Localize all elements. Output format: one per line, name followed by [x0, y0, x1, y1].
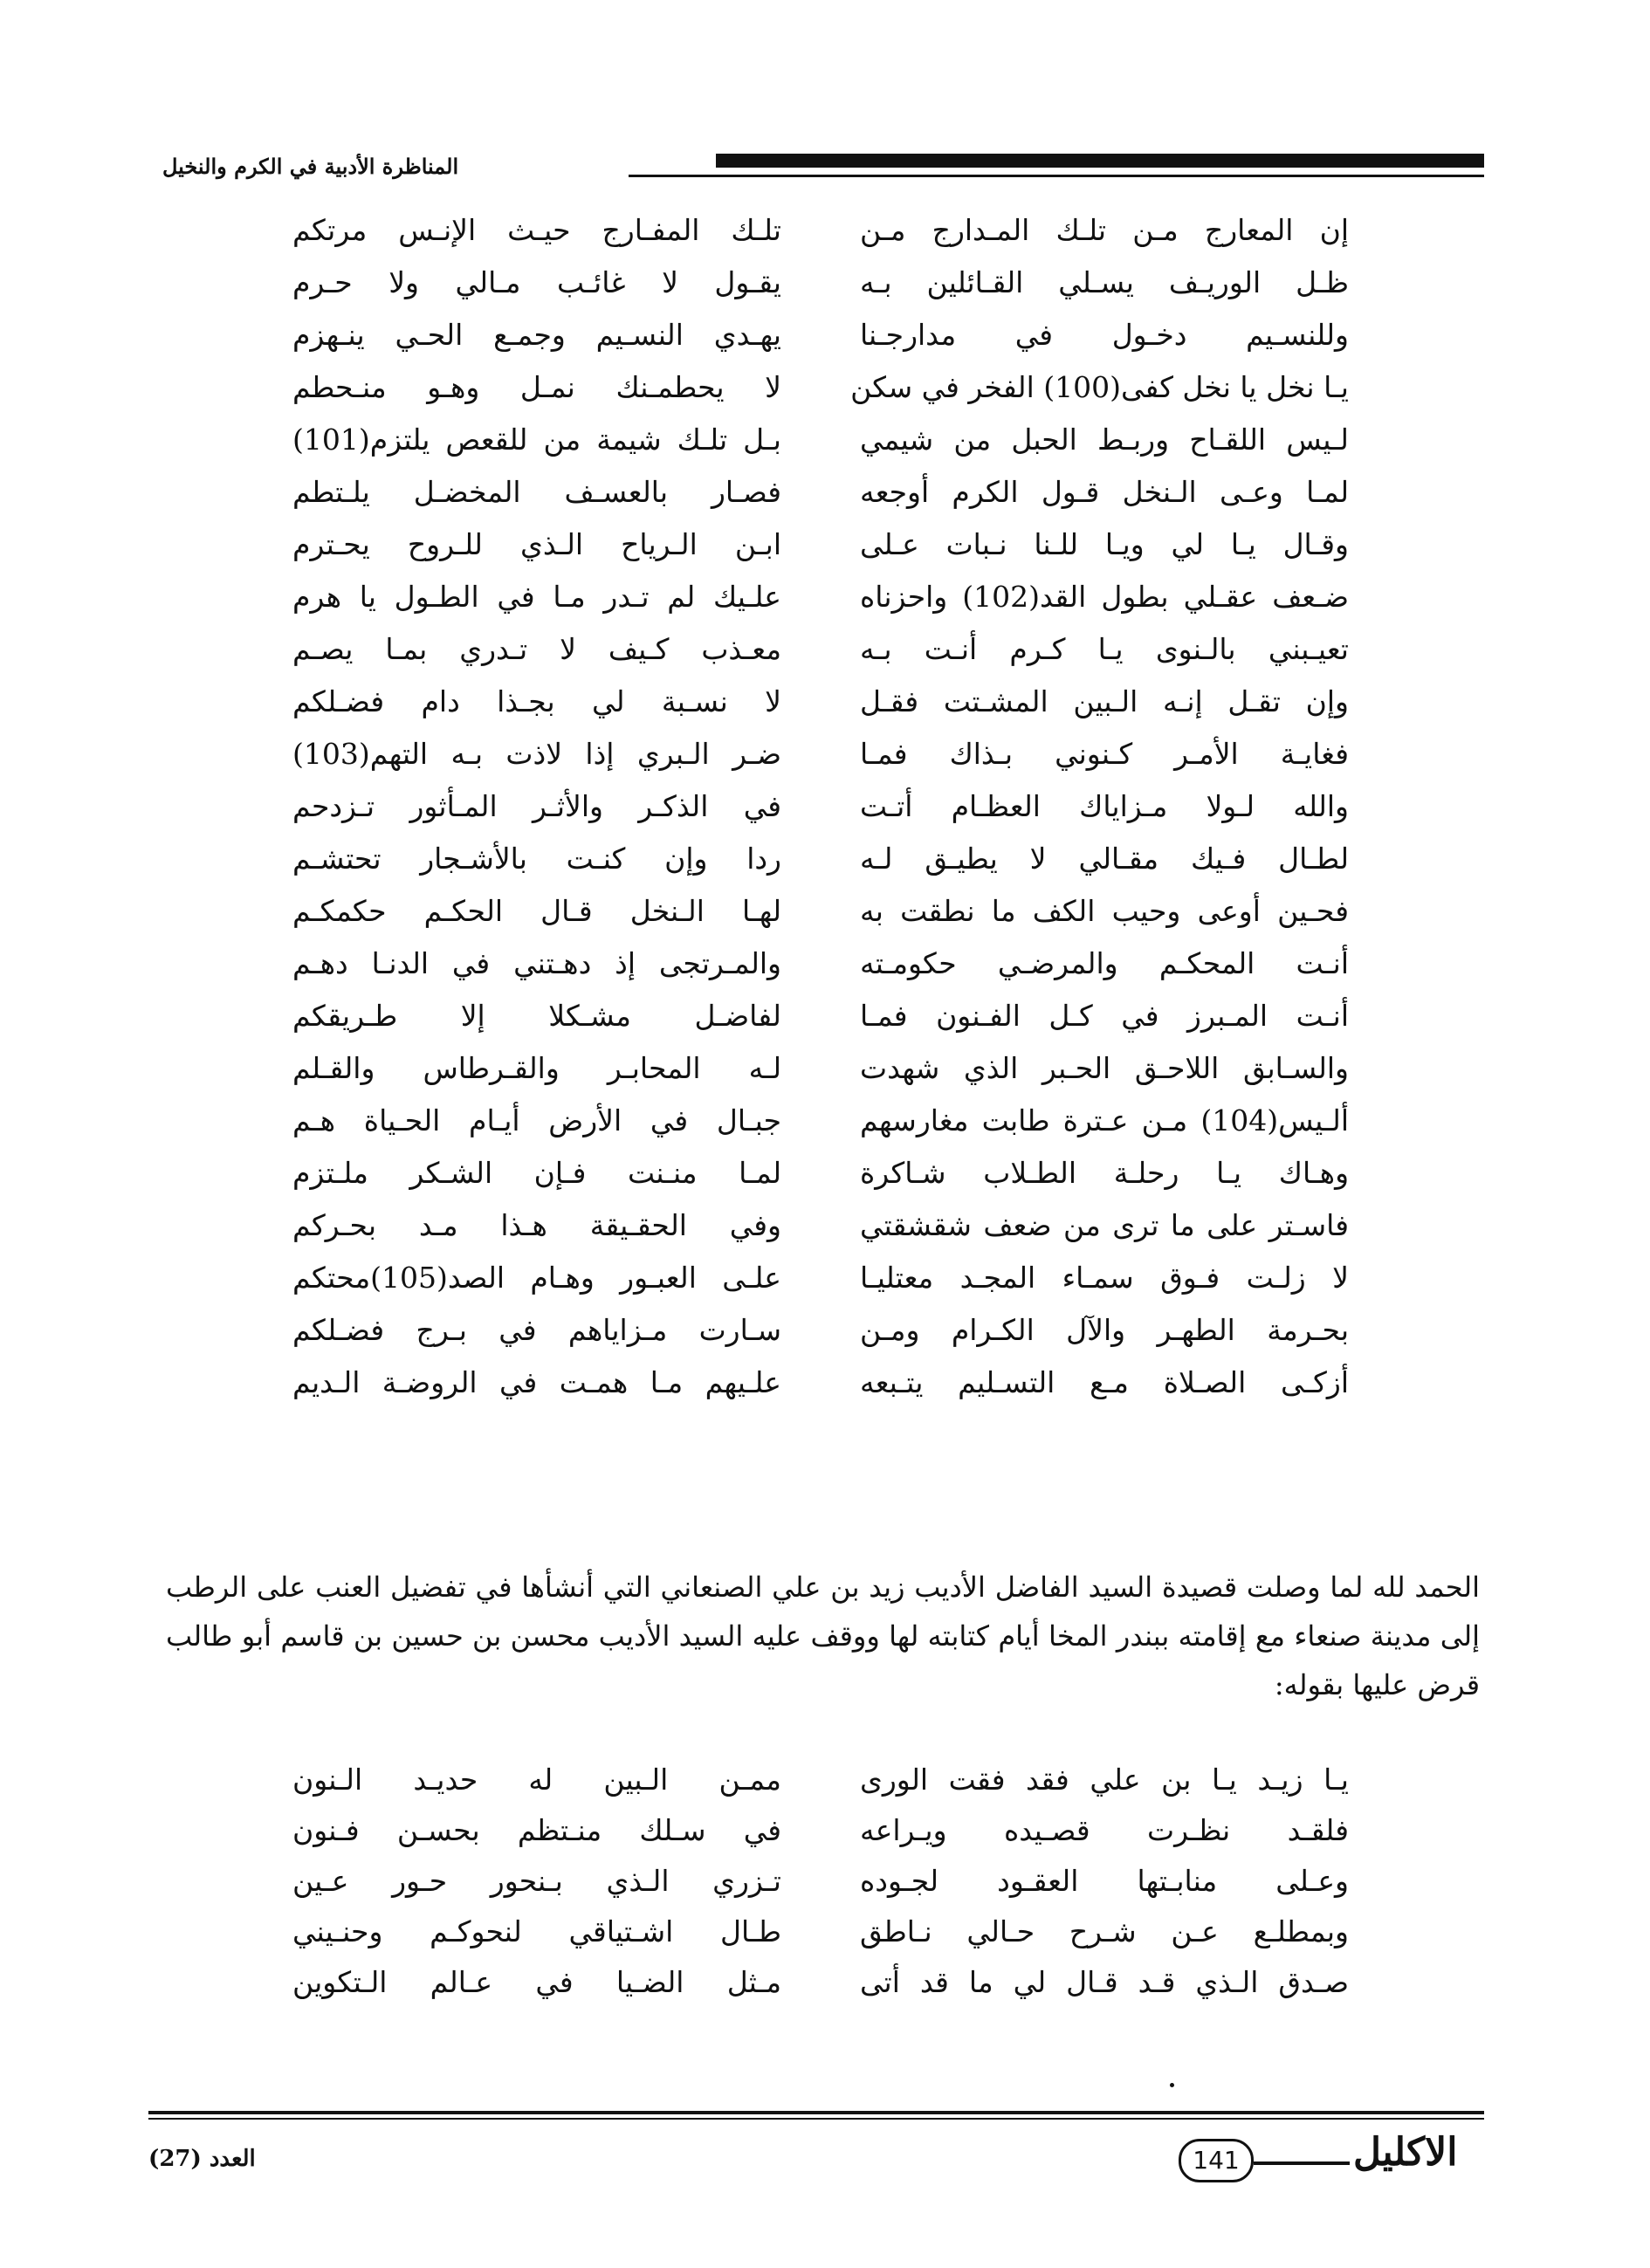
- poem-line: يـا نخل يا نخل كفى(100) الفخر في سكن: [850, 370, 1349, 404]
- poem1-left-column: [292, 204, 781, 1409]
- poem-line: معـذب كـيف لا تـدري بمـا يصـم: [292, 632, 781, 666]
- poem-line: يـا زيـد يـا بن علي فقد فقت الورى: [860, 1763, 1349, 1797]
- poem-line: طـال اشـتياقي لنحوكـم وحنـيني: [292, 1914, 781, 1948]
- poem-line: وعـلى منابـتها العقـود لجـوده: [860, 1864, 1349, 1898]
- poem-line: بحـرمة الطهـر والآل الكـرام ومـن: [860, 1313, 1349, 1347]
- poem-line: ضـعف عقـلي بطول القد(102) واحزناه: [860, 580, 1349, 614]
- poem-line: ضـر الـبري إذا لاذت بـه التهم(103): [292, 737, 781, 771]
- poem-line: أنـت المـبرز في كـل الفـنون فمـا: [860, 999, 1349, 1033]
- poem-line: لـيس اللقـاح وربـط الحبل من شيمي: [860, 423, 1349, 457]
- poem-line: تلـك المفـارج حيـث الإنـس مرتكم: [292, 213, 781, 247]
- poem-line: في سـلك منـتظم بحسـن فـنون: [292, 1813, 781, 1847]
- poem1-right-column: [850, 204, 1349, 1409]
- poem-line: وفي الحقـيقة هـذا مـد بحـركم: [292, 1208, 781, 1242]
- poem-line: لفاضـل مشـكلا إلا طـريقكم: [292, 999, 781, 1033]
- poem-line: لا زلـت فـوق سمـاء المجـد معتليـا: [860, 1261, 1349, 1295]
- poem-line: وهـاك يـا رحلـة الطـلاب شـاكرة: [860, 1156, 1349, 1190]
- poem-line: تـزري الـذي بـنحور حـور عـين: [292, 1864, 781, 1898]
- poem-line: لا نسـبة لي بجـذا دام فضـلكم: [292, 684, 781, 718]
- poem-line: والسـابق اللاحـق الحـبر الذي شهدت: [860, 1051, 1349, 1085]
- poem-line: لمـا منـنت فـإن الشـكر ملـتزم: [292, 1156, 781, 1190]
- page-number: 141: [1179, 2139, 1254, 2182]
- poem-line: لهـا الـنخل قـال الحكـم حكمكـم: [292, 894, 781, 928]
- issue-number: العدد (27): [148, 2146, 256, 2172]
- poem-line: وقـال يـا لي ويـا للـنا نـبات عـلى: [860, 527, 1349, 561]
- journal-logo: الاكليل: [1353, 2130, 1458, 2175]
- poem-line: صـدق الـذي قـد قـال لي ما قد أتى: [860, 1965, 1349, 1999]
- poem-line: سـارت مـزاياهم في بـرج فضـلكم: [292, 1313, 781, 1347]
- header-rule: [716, 154, 1484, 168]
- poem-line: إن المعارج مـن تلـك المـدارج مـن: [860, 213, 1349, 247]
- poem2-right-column: [860, 1755, 1349, 2008]
- poem-line: يهـدي النسـيم وجمـع الحـي ينـهزم: [292, 318, 781, 352]
- poem-line: وللنسـيم دخـول في مدارجـنا: [860, 318, 1349, 352]
- poem-line: أزكـى الصـلاة مـع التسـليم يتـبعه: [860, 1365, 1349, 1399]
- poem-line: والمـرتجى إذ دهـتني في الدنـا دهـم: [292, 946, 781, 980]
- poem-line: فصـار بالعسـف المخضـل يلـتطم: [292, 475, 781, 509]
- poem2-left-column: [292, 1755, 781, 2008]
- page-speck: [1170, 2083, 1174, 2087]
- prose-paragraph: الحمد لله لما وصلت قصيدة السيد الفاضل الأديب زيد بن علي الصنعاني التي أنشأها في تفضيل العنب على الرطب إلى مدينة صنعاء مع إقامته ببندر المخا أيام كتابته لها ووقف عليه السيد الأديب محسن بن حسين بن قاسم أبو طالب قرض عليها بقوله:: [166, 1570, 1481, 1701]
- poem-line: لا يحطمـنك نمـل وهـو منـحطم: [292, 370, 781, 404]
- poem-line: فغايـة الأمـر كـنوني بـذاك فمـا: [860, 737, 1349, 771]
- poem-line: لمـا وعـى الـنخل قـول الكرم أوجعه: [860, 475, 1349, 509]
- poem-line: مـثل الضـيا في عـالم الـتكوين: [292, 1965, 781, 1999]
- footer-rule: [148, 2111, 1484, 2114]
- poem-line: يقـول لا غائـب مـالي ولا حـرم: [292, 265, 781, 299]
- header-rule-thin: [629, 175, 1484, 177]
- poem-line: علـى العبـور وهـام الصد(105)محتكم: [292, 1261, 781, 1295]
- poem-line: في الذكـر والأثـر المـأثور تـزدحم: [292, 789, 781, 823]
- poem-line: والله لـولا مـزاياك العظـام أتـت: [860, 789, 1349, 823]
- poem-line: علـيك لم تـدر مـا في الطـول يا هرم: [292, 580, 781, 614]
- poem-line: ظـل الوريـف يسـلي القـائلين بـه: [860, 265, 1349, 299]
- brand-rule: [1254, 2161, 1350, 2165]
- poem-line: لـه المحابـر والقـرطاس والقـلم: [292, 1051, 781, 1085]
- poem-line: ردا وإن كنـت بالأشـجار تحتشـم: [292, 842, 781, 876]
- poem-line: ممـن الـبين له حديـد الـنون: [292, 1763, 781, 1797]
- poem-line: جبـال في الأرض أيـام الحـياة هـم: [292, 1103, 781, 1137]
- poem-line: أنـت المحكـم والمرضـي حكومـته: [860, 946, 1349, 980]
- poem-line: ألـيس(104) مـن عـترة طابت مغارسهم: [860, 1103, 1349, 1137]
- poem-line: ابـن الـرياح الـذي للـروح يحـترم: [292, 527, 781, 561]
- poem-line: وبمطلـع عـن شـرح حـالي نـاطق: [860, 1914, 1349, 1948]
- poem-line: فلقـد نظـرت قصـيده ويـراعه: [860, 1813, 1349, 1847]
- poem-line: تعيـبني بالـنوى يـا كـرم أنـت بـه: [860, 632, 1349, 666]
- footer-rule-thin: [148, 2118, 1484, 2120]
- poem-line: لطـال فـيك مقـالي لا يطيـق لـه: [860, 842, 1349, 876]
- poem-line: فاسـتر على ما ترى من ضعف شقشقتي: [860, 1208, 1349, 1242]
- running-header-title: المناظرة الأدبية في الكرم والنخيل: [162, 154, 459, 179]
- poem-line: بـل تلـك شيمة من للقعص يلتزم(101): [292, 423, 781, 457]
- poem-line: فحـين أوعى وحيب الكف ما نطقت به: [860, 894, 1349, 928]
- poem-line: وإن تقـل إنـه الـبين المشـتت فقـل: [860, 684, 1349, 718]
- poem-line: علـيهم مـا همـت في الروضـة الـديم: [292, 1365, 781, 1399]
